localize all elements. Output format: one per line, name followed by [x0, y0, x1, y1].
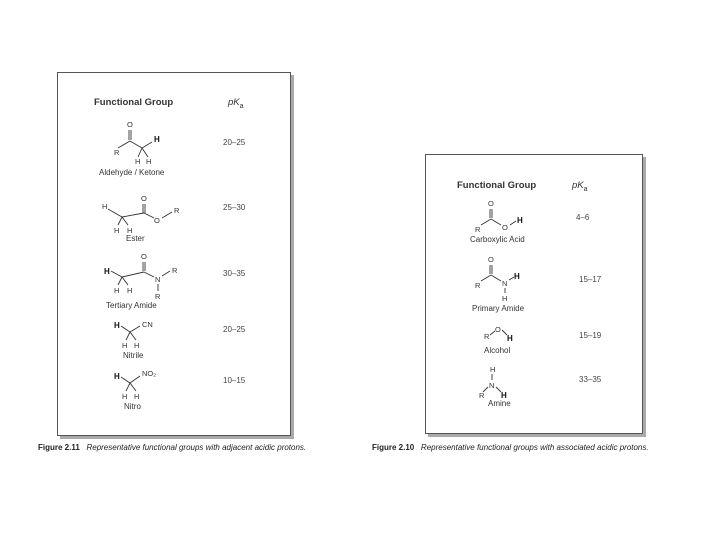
svg-text:H: H	[122, 341, 128, 350]
ester-structure	[98, 191, 188, 235]
svg-text:O: O	[127, 120, 133, 129]
svg-text:H: H	[134, 341, 140, 350]
functional-group-header: Functional Group	[457, 180, 537, 191]
nitro-pka: 10–15	[223, 376, 246, 385]
svg-text:O: O	[502, 223, 508, 232]
pka-header: $pK_a$	[572, 180, 588, 193]
svg-text:R: R	[475, 281, 481, 290]
svg-text:O: O	[488, 255, 494, 264]
figure-2-10-caption: Figure 2.10 Representative functional groups with associated acidic protons.	[372, 443, 649, 452]
figure-2-11-panel	[57, 72, 291, 436]
svg-text:NO₂: NO₂	[142, 369, 157, 378]
aldehyde-ketone-structure	[108, 117, 178, 165]
carboxylic-acid-label: Carboxylic Acid	[470, 235, 525, 244]
svg-text:O: O	[488, 199, 494, 208]
svg-text:O: O	[154, 216, 160, 225]
functional-group-header: Functional Group	[94, 97, 174, 108]
svg-text:R: R	[484, 332, 490, 341]
svg-text:N: N	[155, 275, 161, 284]
svg-text:H: H	[507, 334, 513, 343]
carboxylic-acid-structure	[470, 197, 540, 235]
alcohol-pka: 15–19	[579, 331, 602, 340]
svg-text:R: R	[155, 292, 161, 301]
amine-structure	[476, 363, 526, 403]
svg-text:R: R	[114, 148, 120, 157]
svg-text:H: H	[127, 286, 133, 295]
carboxylic-acid-pka: 4–6	[576, 213, 590, 222]
figure-2-10-panel	[425, 154, 643, 434]
svg-text:O: O	[141, 194, 147, 203]
svg-text:H: H	[135, 157, 141, 165]
svg-text:H: H	[490, 365, 496, 374]
svg-text:H: H	[114, 372, 120, 381]
figure-2-11-caption: Figure 2.11 Representative functional groups with adjacent acidic protons.	[38, 443, 307, 452]
svg-text:H: H	[127, 226, 133, 235]
svg-text:H: H	[114, 226, 120, 235]
nitro-structure	[110, 365, 170, 403]
svg-text:H: H	[102, 202, 108, 211]
tertiary-amide-structure	[98, 249, 188, 301]
svg-text:O: O	[141, 252, 147, 261]
amine-pka: 33–35	[579, 375, 602, 384]
svg-text:N: N	[502, 279, 508, 288]
svg-text:H: H	[104, 267, 110, 276]
svg-text:R: R	[174, 206, 180, 215]
nitrile-structure	[110, 316, 170, 352]
svg-text:H: H	[514, 272, 520, 281]
svg-text:H: H	[114, 321, 120, 330]
primary-amide-label: Primary Amide	[472, 304, 525, 313]
nitrile-pka: 20–25	[223, 325, 246, 334]
svg-text:H: H	[501, 391, 507, 400]
aldehyde-ketone-pka: 20–25	[223, 138, 246, 147]
svg-text:CN: CN	[142, 320, 153, 329]
ester-label: Ester	[126, 234, 145, 243]
ester-pka: 25–30	[223, 203, 246, 212]
alcohol-structure	[480, 323, 520, 347]
svg-text:H: H	[146, 157, 152, 165]
tertiary-amide-label: Tertiary Amide	[106, 301, 157, 310]
svg-text:H: H	[154, 135, 160, 144]
pka-header: $pK_a$	[228, 97, 244, 110]
svg-text:H: H	[517, 216, 523, 225]
svg-text:H: H	[134, 392, 140, 401]
amine-label: Amine	[488, 399, 511, 408]
svg-text:O: O	[495, 325, 501, 334]
svg-text:H: H	[502, 294, 508, 303]
nitro-label: Nitro	[124, 402, 141, 411]
primary-amide-structure	[470, 253, 540, 303]
svg-text:R: R	[479, 391, 485, 400]
alcohol-label: Alcohol	[484, 346, 511, 355]
svg-text:N: N	[489, 381, 495, 390]
nitrile-label: Nitrile	[123, 351, 144, 360]
primary-amide-pka: 15–17	[579, 275, 602, 284]
aldehyde-ketone-label: Aldehyde / Ketone	[99, 168, 165, 177]
svg-text:R: R	[475, 225, 481, 234]
tertiary-amide-pka: 30–35	[223, 269, 246, 278]
svg-text:H: H	[122, 392, 128, 401]
svg-text:R: R	[172, 266, 178, 275]
svg-text:H: H	[114, 286, 120, 295]
